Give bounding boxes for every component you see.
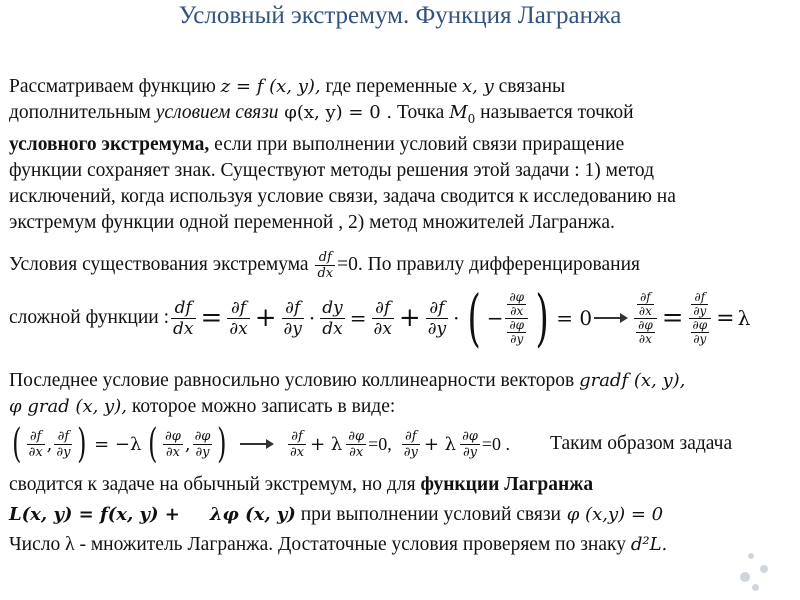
denominator: ∂x — [290, 444, 305, 460]
numerator: ∂φ — [165, 428, 181, 444]
numerator: ∂φ — [638, 317, 653, 332]
numerator: ∂φ — [692, 317, 708, 332]
function-formula: z = f (x, y), — [220, 76, 321, 97]
nested-numerator — [505, 291, 528, 318]
numerator: df — [174, 297, 192, 318]
fraction-pphi-px — [346, 429, 366, 460]
lagrange-line-2 — [9, 502, 799, 528]
left-paren: ( — [148, 421, 158, 467]
text: Точка — [392, 102, 450, 123]
text: которое можно записать в виде: — [126, 396, 396, 417]
text: Условия существования экстремума — [9, 253, 314, 275]
formula-lead-text: сложной функции : — [9, 307, 170, 328]
lagrange-line-1 — [9, 472, 799, 498]
plus-sign: + — [398, 303, 421, 333]
text: =0. По правилу дифференцирования — [337, 253, 640, 275]
vector-equation — [9, 420, 732, 468]
left-paren: ( — [12, 421, 22, 467]
point-m: M — [449, 102, 468, 123]
fraction-pf-px — [637, 291, 654, 318]
equals-sign: = — [716, 305, 735, 331]
lagrange-paragraph — [9, 472, 799, 558]
numerator: ∂φ — [462, 428, 478, 444]
chain-rule-formula — [9, 276, 750, 360]
denominator: ∂x — [373, 318, 392, 339]
denominator: dx — [173, 318, 194, 339]
ratio-fraction-x — [634, 291, 657, 346]
denominator: ∂x — [229, 318, 248, 339]
intro-line-2 — [9, 100, 799, 132]
denominator: ∂y — [427, 318, 447, 339]
numerator: ∂f — [57, 428, 70, 444]
decorative-dot — [748, 553, 754, 559]
numerator: ∂f — [640, 289, 651, 304]
numerator: ∂φ — [509, 289, 525, 304]
denominator: ∂y — [460, 444, 480, 460]
numerator: ∂f — [694, 289, 706, 304]
text: называется точкой — [475, 102, 634, 123]
fraction-pphi-px — [163, 429, 183, 460]
denominator: dx — [320, 318, 345, 339]
dot-operator: · — [308, 306, 316, 330]
numerator: ∂f — [375, 297, 391, 318]
fraction-df-dx — [171, 298, 195, 339]
ratio-fraction-y — [689, 291, 712, 346]
numerator: ∂f — [429, 297, 445, 318]
denominator: ∂x — [28, 444, 43, 460]
numerator: ∂f — [291, 428, 303, 444]
text: если при выполнении условий связи приращение — [209, 133, 625, 155]
fraction-pf-py — [691, 291, 708, 318]
fraction-pphi-py — [691, 319, 710, 346]
denominator: dx — [317, 266, 334, 281]
text: где переменные — [320, 76, 463, 97]
denominator: ∂y — [403, 444, 418, 460]
point-subscript: 0 — [467, 111, 476, 126]
ratio-numerator — [689, 291, 712, 318]
fraction-pphi-py — [507, 319, 526, 346]
denominator: ∂y — [507, 332, 526, 346]
constraint-formula: φ(x, y) = 0 . — [278, 102, 393, 123]
constraint-formula: φ (x,y) = 0 — [561, 504, 664, 525]
plus-lambda: + λ — [423, 433, 457, 455]
denominator: ∂x — [507, 304, 526, 318]
gradf-formula: gradf (x, y), — [579, 370, 686, 391]
lagrange-line-3 — [9, 532, 799, 558]
intro-line-5: исключений, когда используя условие связи, задача сводится к исследованию на — [9, 185, 676, 207]
text: Рассматриваем функцию — [9, 76, 221, 97]
lagrange-function-term: функции Лагранжа — [420, 474, 594, 495]
fraction-pf-py — [426, 298, 448, 339]
equals-zero: =0, — [368, 433, 392, 454]
constraint-term: условием связи — [155, 102, 279, 123]
intro-paragraph — [9, 74, 799, 236]
numerator: ∂φ — [509, 317, 525, 332]
ratio-numerator — [634, 291, 657, 318]
fraction-pphi-py — [460, 429, 480, 460]
comma: , — [46, 433, 53, 455]
plus-sign: + — [254, 303, 277, 333]
denominator: ∂y — [56, 444, 71, 460]
minus-sign: − — [486, 306, 504, 330]
fraction-pf-py — [54, 429, 72, 460]
denominator: ∂y — [691, 332, 710, 346]
grad-phi-formula: φ grad (x, y), — [9, 396, 127, 417]
right-paren: ) — [217, 421, 227, 467]
ratio-denominator — [689, 318, 712, 346]
denominator: ∂y — [193, 444, 213, 460]
nested-denominator — [505, 318, 528, 346]
fraction-pphi-px — [636, 319, 655, 346]
plus-lambda: + λ — [310, 433, 343, 455]
text: сводится к задаче на обычный экстремум, но для — [9, 474, 421, 495]
lambda-phi-term: λφ (x, y) — [209, 504, 296, 525]
numerator: ∂f — [405, 428, 417, 444]
lambda-symbol: λ — [737, 306, 751, 330]
variables: x, y — [462, 76, 494, 97]
denominator: ∂x — [636, 332, 655, 346]
numerator: ∂φ — [194, 428, 211, 444]
denominator: ∂y — [693, 303, 707, 318]
equals-sign: = — [349, 306, 367, 330]
fraction-pphi-py — [193, 429, 213, 460]
numerator: ∂f — [230, 297, 247, 318]
second-differential: d²L. — [630, 534, 668, 555]
intro-line-6: экстремум функции одной переменной , 2) метод множителей Лагранжа. — [9, 211, 615, 233]
intro-line-1 — [9, 74, 799, 100]
decorative-dot — [752, 584, 759, 591]
denominator: ∂y — [283, 318, 302, 339]
left-paren: ( — [467, 281, 482, 354]
lagrange-formula: L(x, y) = f(x, y) + — [9, 504, 180, 525]
numerator: ∂φ — [348, 428, 365, 444]
fraction-pphi-px — [507, 291, 526, 318]
conclusion-text: Таким образом задача — [550, 433, 733, 454]
right-paren: ) — [77, 421, 87, 467]
decorative-dot — [740, 572, 750, 582]
ratio-denominator — [634, 318, 657, 346]
denominator: ∂x — [638, 303, 652, 318]
text: при выполнении условий связи — [295, 504, 561, 525]
dot-operator: · — [453, 306, 460, 330]
equals-zero: = 0 — [556, 306, 593, 330]
denominator: ∂x — [346, 444, 366, 460]
numerator: ∂f — [29, 428, 42, 444]
nested-fraction — [505, 291, 528, 346]
numerator: ∂f — [285, 297, 301, 318]
comma: , — [184, 433, 191, 455]
denominator: ∂x — [163, 444, 183, 460]
fraction-pf-py — [402, 429, 420, 460]
slide-title: Условный экстремум. Функция Лагранжа — [178, 2, 622, 29]
intro-line-3 — [9, 132, 799, 158]
collinearity-line-1 — [9, 368, 799, 394]
fraction-pf-px — [372, 298, 394, 339]
minus-lambda: = −λ — [94, 433, 142, 455]
fraction-pf-px — [288, 429, 306, 460]
fraction-pf-px — [27, 429, 45, 460]
fraction-dy-dx — [320, 298, 345, 339]
numerator: df — [318, 250, 332, 265]
equals-sign: = — [200, 303, 223, 333]
conditional-extremum-term: условного экстремума, — [9, 133, 210, 155]
equals-zero: =0 . — [481, 433, 511, 454]
fraction-pf-py — [282, 298, 304, 339]
text: Число λ - множитель Лагранжа. Достаточные условия проверяем по знаку — [9, 534, 631, 555]
numerator: dy — [322, 297, 343, 318]
intro-line-4: функции сохраняет знак. Существуют методы решения этой задачи : 1) метод — [9, 159, 655, 181]
text: связаны — [493, 76, 566, 97]
collinearity-line-2 — [9, 394, 799, 420]
fraction-pf-px — [227, 298, 249, 339]
equals-sign: = — [661, 303, 684, 333]
collinearity-paragraph — [9, 368, 799, 420]
text: дополнительным — [9, 102, 156, 123]
text: Последнее условие равносильно условию коллинеарности векторов — [9, 370, 580, 391]
right-paren: ) — [535, 281, 549, 354]
arrow-right-icon — [240, 438, 274, 450]
decorative-dot — [760, 565, 768, 573]
arrow-right-icon — [594, 312, 628, 324]
